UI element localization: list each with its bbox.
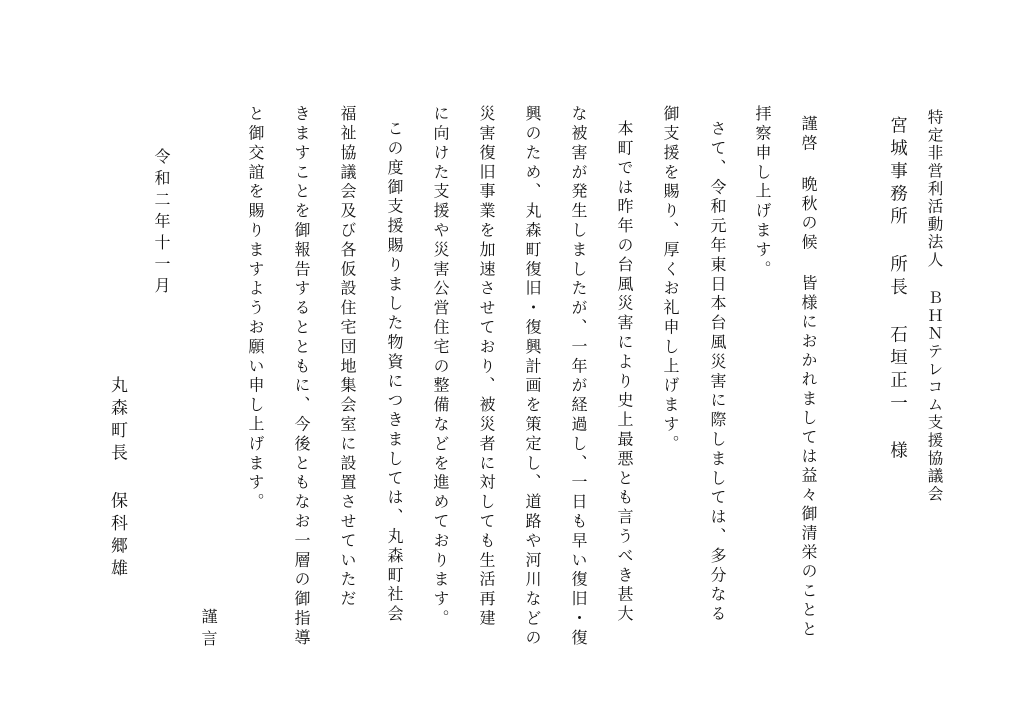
salutation-line: 謹啓 晩秋の候 皆様におかれましては益々御清栄のことと: [799, 115, 818, 640]
recipient-person: 宮城事務所 所長 石垣正一 様: [887, 116, 908, 464]
body-line: この度御支援賜りました物資につきましては、丸森町社会: [385, 120, 404, 625]
body-line: さて、令和元年東日本台風災害に際しましては、多分なる: [708, 120, 727, 625]
body-line: 拝察申し上げます。: [753, 105, 772, 280]
body-line: と御交誼を賜りますようお願い申し上げます。: [246, 105, 265, 513]
sender-signature: 丸森町長 保科郷雄: [107, 376, 127, 582]
body-line: 御支援を賜り、厚くお礼申し上げます。: [661, 105, 680, 455]
recipient-organization: 特定非営利活動法人 ＢＨＮテレコム支援協議会: [925, 109, 944, 504]
body-line: 興のため、丸森町復旧・復興計画を策定し、道路や河川などの: [523, 105, 542, 649]
closing-phrase: 謹言: [199, 608, 218, 652]
body-line: 福祉協議会及び各仮設住宅団地集会室に設置させていただ: [338, 105, 357, 610]
body-line: な被害が発生しましたが、一年が経過し、一日も早い復旧・復: [569, 105, 588, 649]
letter-date: 令和二年十一月: [152, 148, 171, 299]
body-line: 災害復旧事業を加速させており、被災者に対しても生活再建: [477, 105, 496, 629]
body-line: 本町では昨年の台風災害により史上最悪とも言うべき甚大: [615, 120, 634, 625]
body-line: に向けた支援や災害公営住宅の整備などを進めております。: [431, 105, 450, 629]
body-line: きますことを御報告するとともに、今後ともなお一層の御指導: [292, 105, 311, 649]
